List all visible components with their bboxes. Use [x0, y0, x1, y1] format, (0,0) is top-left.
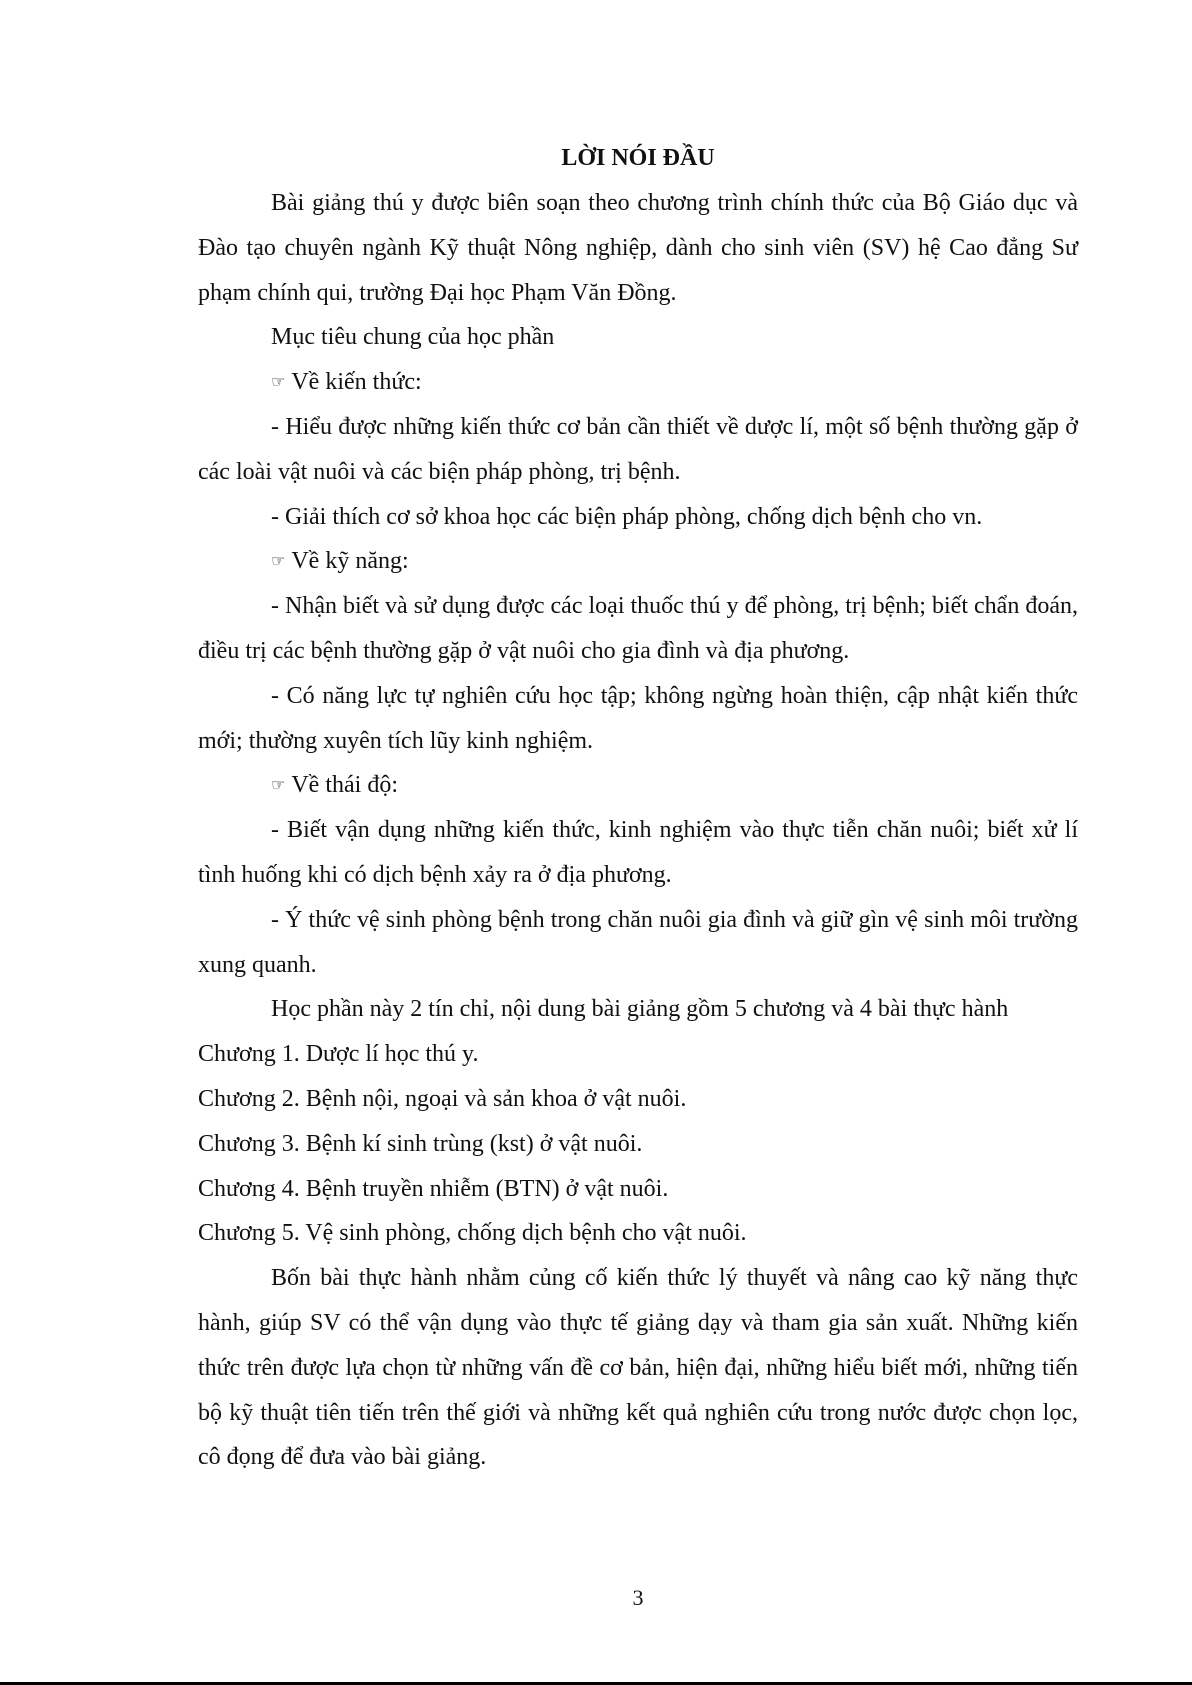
- paragraph-text: Về thái độ:: [291, 772, 398, 799]
- paragraph-text: Về kiến thức:: [291, 369, 422, 396]
- paragraph-attitude-2: [198, 898, 1078, 988]
- paragraph-text: - Hiểu được những kiến thức cơ bản cần thiết về dược lí, một số bệnh thường gặp ở các loài vật nuôi và các biện pháp phòng, trị bệnh.: [198, 413, 1078, 485]
- chapter-item: [198, 1167, 1078, 1212]
- paragraph-knowledge-2: [198, 495, 1078, 540]
- paragraph-intro: [198, 181, 1078, 315]
- paragraph-text: - Giải thích cơ sở khoa học các biện pháp phòng, chống dịch bệnh cho vn.: [271, 503, 983, 530]
- page-number: 3: [632, 1585, 644, 1610]
- paragraph-text: Bốn bài thực hành nhằm củng cố kiến thức lý thuyết và nâng cao kỹ năng thực hành, giúp SV có thể vận dụng vào thực tế giảng dạy và tham gia sản xuất. Những kiến thức trên được lựa chọn từ những vấn đề cơ bản, hiện đại, những hiểu biết mới, những tiến bộ kỹ thuật tiên tiến trên thế giới và những kết quả nghiên cứu trong nước được chọn lọc, cô đọng để đưa vào bài giảng.: [198, 1265, 1078, 1471]
- chapter-item: [198, 1122, 1078, 1167]
- pointing-hand-icon: ☞: [271, 775, 286, 795]
- paragraph-text: Chương 1. Dược lí học thú y.: [198, 1041, 479, 1068]
- paragraph-text: Mục tiêu chung của học phần: [271, 324, 555, 351]
- paragraph-attitude-1: [198, 808, 1078, 898]
- bullet-skills: [198, 539, 1078, 584]
- paragraph-text: Bài giảng thú y được biên soạn theo chương trình chính thức của Bộ Giáo dục và Đào tạo chuyên ngành Kỹ thuật Nông nghiệp, dành cho sinh viên (SV) hệ Cao đẳng Sư phạm chính qui, trường Đại học Phạm Văn Đồng.: [198, 190, 1078, 306]
- paragraph-course-summary: [198, 987, 1078, 1032]
- chapter-item: [198, 1032, 1078, 1077]
- page-title: LỜI NÓI ĐẦU: [561, 145, 715, 171]
- paragraph-text: Chương 2. Bệnh nội, ngoại và sản khoa ở vật nuôi.: [198, 1085, 687, 1112]
- paragraph-objectives-heading: [198, 315, 1078, 360]
- chapter-item: [198, 1077, 1078, 1122]
- paragraph-text: Học phần này 2 tín chỉ, nội dung bài giảng gồm 5 chương và 4 bài thực hành: [271, 996, 1009, 1023]
- paragraph-text: - Có năng lực tự nghiên cứu học tập; không ngừng hoàn thiện, cập nhật kiến thức mới; thường xuyên tích lũy kinh nghiệm.: [198, 682, 1078, 754]
- paragraph-knowledge-1: [198, 405, 1078, 495]
- bullet-knowledge: [198, 360, 1078, 405]
- bullet-attitude: [198, 763, 1078, 808]
- chapter-item: [198, 1211, 1078, 1256]
- paragraph-text: Về kỹ năng:: [291, 548, 409, 575]
- paragraph-text: - Ý thức vệ sinh phòng bệnh trong chăn nuôi gia đình và giữ gìn vệ sinh môi trường xung quanh.: [198, 906, 1078, 978]
- paragraph-practice: [198, 1256, 1078, 1480]
- paragraph-text: - Nhận biết và sử dụng được các loại thuốc thú y để phòng, trị bệnh; biết chẩn đoán, điều trị các bệnh thường gặp ở vật nuôi cho gia đình và địa phương.: [198, 593, 1078, 664]
- paragraph-text: Chương 3. Bệnh kí sinh trùng (kst) ở vật nuôi.: [198, 1130, 643, 1157]
- paragraph-skills-1: [198, 584, 1078, 674]
- pointing-hand-icon: ☞: [271, 551, 286, 571]
- paragraph-skills-2: [198, 674, 1078, 764]
- paragraph-text: Chương 5. Vệ sinh phòng, chống dịch bệnh cho vật nuôi.: [198, 1220, 747, 1247]
- document-body: [198, 181, 1078, 1480]
- paragraph-text: - Biết vận dụng những kiến thức, kinh nghiệm vào thực tiễn chăn nuôi; biết xử lí tình huống khi có dịch bệnh xảy ra ở địa phương.: [198, 817, 1078, 888]
- paragraph-text: Chương 4. Bệnh truyền nhiễm (BTN) ở vật nuôi.: [198, 1175, 669, 1202]
- pointing-hand-icon: ☞: [271, 372, 286, 392]
